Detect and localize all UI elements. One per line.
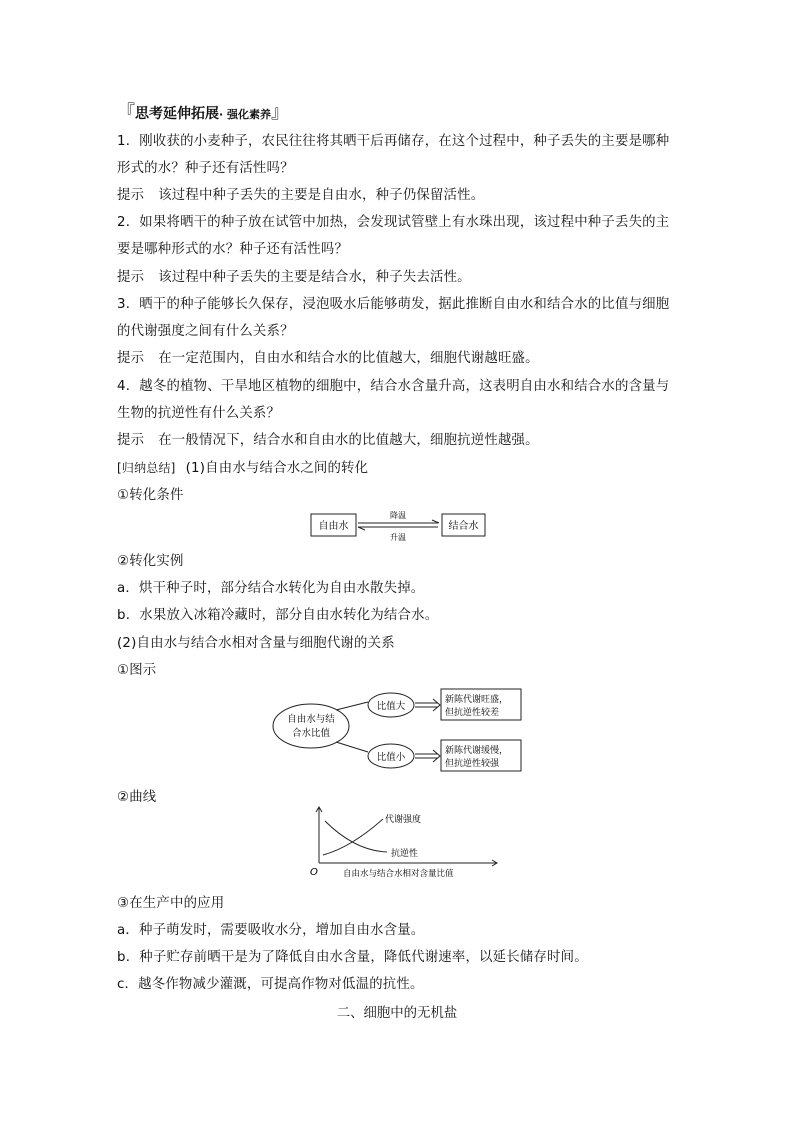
hint-text: 该过程中种子丢失的主要是自由水，种子仍保留活性。: [158, 188, 485, 203]
series-resistance-label: 抗逆性: [391, 849, 419, 859]
conversion-diagram: [308, 508, 488, 542]
branch-high: [336, 702, 368, 710]
example-b: b．水果放入冰箱冷藏时，部分自由水转化为结合水。: [117, 608, 439, 623]
application-title: ③在生产中的应用: [117, 896, 225, 911]
ratio-ellipse: [273, 704, 349, 748]
ratio-ellipse-line1: 自由水与结: [287, 714, 335, 725]
ratio-diagram: [270, 686, 530, 778]
question-2-line-2: 要是哪种形式的水？种子还有活性吗？: [117, 242, 349, 257]
next-section-title: 二、细胞中的无机盐: [336, 1006, 458, 1021]
high-label: 比值大: [376, 701, 406, 712]
bracket-left: 『: [117, 102, 135, 123]
question-1-line-1: 1．刚收获的小麦种子，农民往往将其晒干后再储存，在这个过程中，种子丢失的主要是哪种: [117, 134, 670, 149]
high-result-line1: 新陈代谢旺盛，: [445, 695, 509, 705]
hint-3: [117, 347, 539, 366]
heating-label: 升温: [390, 533, 406, 542]
question-3-line-2: 的代谢强度之间有什么关系？: [117, 324, 294, 339]
branch-low: [336, 742, 368, 752]
cooling-label: 降温: [390, 511, 406, 520]
example-a: a．烘干种子时，部分结合水转化为自由水散失掉。: [117, 581, 425, 596]
curve-chart: [305, 805, 505, 881]
hint-2: [117, 266, 471, 285]
hint-label: 提示: [117, 188, 145, 203]
question-1-line-2: 形式的水？种子还有活性吗？: [117, 161, 294, 176]
x-axis-label: 自由水与结合水相对含量比值: [343, 869, 454, 879]
hint-1: [117, 184, 484, 203]
free-water-label: 自由水: [318, 521, 349, 532]
question-4-line-1: 4．越冬的植物、干旱地区植物的细胞中，结合水含量升高，这表明自由水和结合水的含量与: [117, 379, 670, 394]
example-title: ②转化实例: [117, 554, 184, 569]
hint-label: 提示: [117, 433, 145, 448]
hint-label: 提示: [117, 351, 145, 366]
low-result-line1: 新陈代谢缓慢，: [445, 746, 509, 756]
question-4-line-2: 生物的抗逆性有什么关系？: [117, 406, 281, 421]
section-header: [117, 98, 289, 124]
summary-part2-title: (2)自由水与结合水相对含量与细胞代谢的关系: [117, 636, 395, 651]
metabolism-curve: [323, 819, 383, 855]
series-metabolism-label: 代谢强度: [385, 815, 422, 825]
application-c: c．越冬作物减少灌溉，可提高作物对低温的抗性。: [117, 977, 424, 992]
low-result-line2: 但抗逆性较强: [445, 759, 500, 769]
question-2-line-1: 2．如果将晒干的种子放在试管中加热，会发现试管壁上有水珠出现，该过程中种子丢失的主: [117, 215, 670, 230]
hint-text: 该过程中种子丢失的主要是结合水，种子失去活性。: [158, 270, 471, 285]
summary-part1-heading: [117, 457, 368, 476]
bound-water-label: 结合水: [448, 521, 479, 532]
diagram-title: ①图示: [117, 663, 157, 678]
bracket-right: 』: [271, 102, 290, 123]
curve-title: ②曲线: [117, 790, 157, 805]
summary-label: [归纳总结]: [117, 461, 176, 475]
hint-text: 在一定范围内，自由水和结合水的比值越大，细胞代谢越旺盛。: [158, 351, 539, 366]
origin-label: O: [310, 867, 318, 878]
section-title: 思考延伸拓展: [135, 106, 219, 122]
application-b: b．种子贮存前晒干是为了降低自由水含量，降低代谢速率，以延长储存时间。: [117, 950, 588, 965]
question-3-line-1: 3．晒干的种子能够长久保存，浸泡吸水后能够萌发，据此推断自由水和结合水的比值与细胞: [117, 297, 670, 312]
double-arrow-low-head: [433, 750, 440, 762]
condition-title: ①转化条件: [117, 488, 184, 503]
double-arrow-high-head: [433, 699, 440, 711]
low-label: 比值小: [376, 752, 406, 763]
hint-text: 在一般情况下，结合水和自由水的比值越大，细胞抗逆性越强。: [158, 433, 539, 448]
section-tag: · 强化素养: [219, 108, 272, 121]
high-result-line2: 但抗逆性较差: [445, 708, 500, 718]
summary-part1-title: (1)自由水与结合水之间的转化: [185, 461, 369, 476]
application-a: a．种子萌发时，需要吸收水分，增加自由水含量。: [117, 923, 425, 938]
hint-4: [117, 429, 539, 448]
hint-label: 提示: [117, 270, 145, 285]
resistance-curve: [325, 821, 387, 852]
ratio-ellipse-line2: 合水比值: [291, 728, 331, 739]
